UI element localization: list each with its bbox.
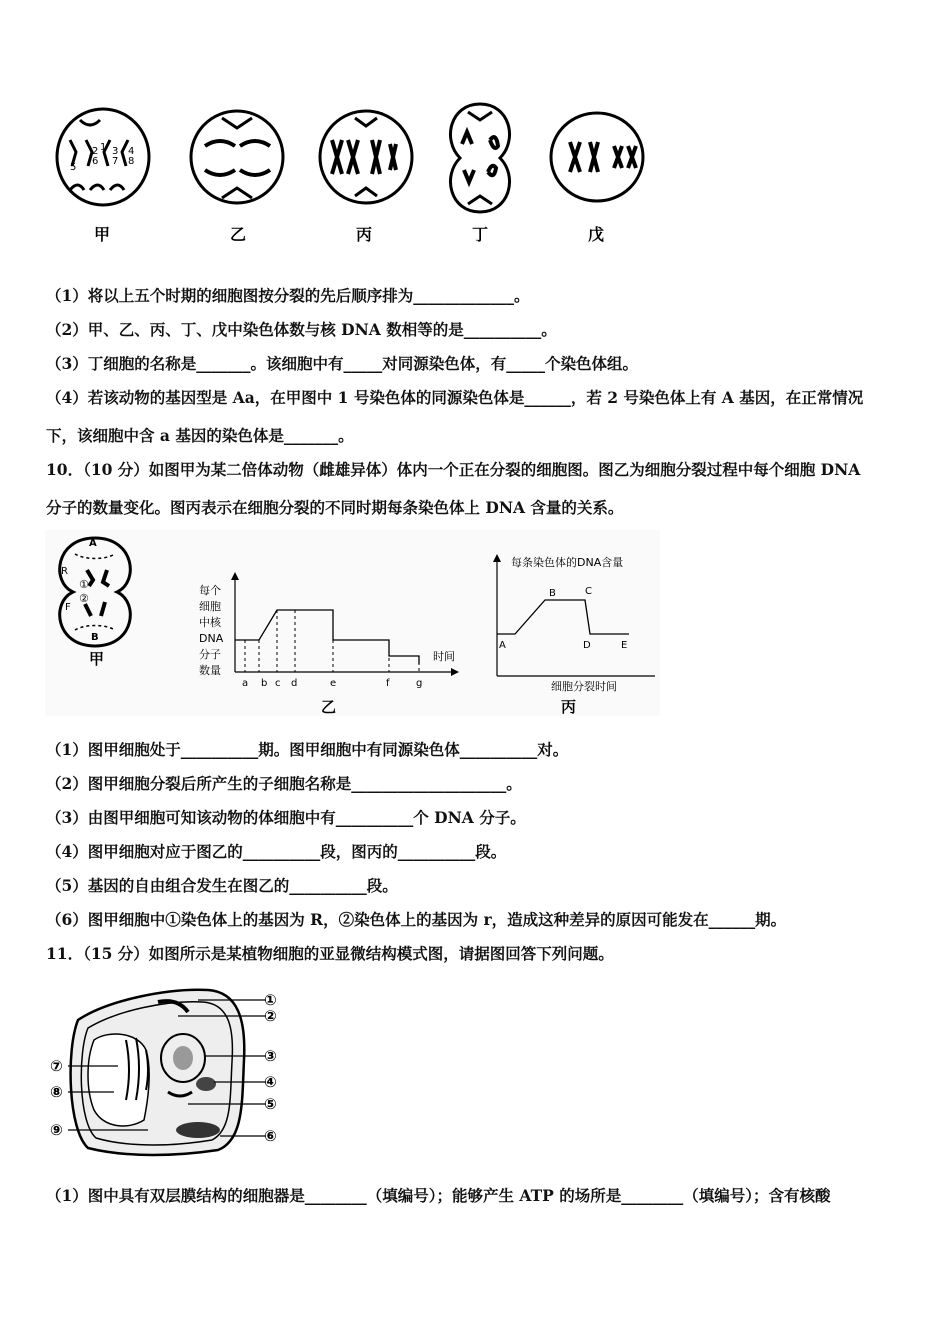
x-tick: a: [242, 678, 249, 689]
point-C: C: [585, 586, 592, 597]
y-axis-label: 数量: [199, 664, 221, 677]
label-1: ①: [264, 991, 277, 1009]
q10-figures: [45, 530, 660, 716]
cell-bing: [320, 111, 412, 203]
q10-stem-line2: 分子的数量变化。图丙表示在细胞分裂的不同时期每条染色体上 DNA 含量的关系。: [46, 498, 624, 517]
q10-sub4: （4）图甲细胞对应于图乙的__________段，图丙的__________段。: [46, 842, 507, 861]
x-axis-label: 细胞分裂时间: [551, 680, 617, 693]
label-R: R: [61, 566, 68, 577]
label-9: ⑨: [50, 1121, 63, 1139]
chromosome-number: 3: [112, 146, 119, 157]
q11-stem: 11．（15 分）如图所示是某植物细胞的亚显微结构模式图，请据图回答下列问题。: [46, 944, 614, 963]
q9-sub1: （1）将以上五个时期的细胞图按分裂的先后顺序排为_____________。: [46, 286, 530, 305]
y-axis-label: 每个: [199, 584, 221, 597]
label-3: ③: [264, 1047, 277, 1065]
label-B: B: [91, 632, 99, 643]
cell-division-drawing: [50, 100, 660, 250]
label-5: ⑤: [264, 1095, 277, 1113]
figure-jia-caption: 甲: [89, 650, 105, 668]
label-6: ⑥: [264, 1127, 277, 1145]
cell-ding: [450, 104, 509, 212]
y-axis-label: DNA: [199, 632, 224, 645]
cell-label-bing: 丙: [356, 225, 373, 244]
chromosome-number: 2: [92, 146, 99, 157]
chromosome-number: 5: [70, 162, 77, 173]
point-E: E: [621, 640, 628, 651]
cell-label-ding: 丁: [472, 225, 489, 244]
q11-sub1: （1）图中具有双层膜结构的细胞器是________（填编号）；能够产生 ATP 的场所是________（填编号）；含有核酸: [46, 1186, 831, 1205]
q10-figure-drawing: [45, 530, 660, 716]
q10-sub1: （1）图甲细胞处于__________期。图甲细胞中有同源染色体__________对。: [46, 740, 569, 759]
label-7: ⑦: [50, 1057, 63, 1075]
point-D: D: [583, 640, 591, 651]
point-A: A: [499, 640, 506, 651]
label-A: A: [89, 538, 97, 549]
y-axis-label: 每条染色体的DNA含量: [511, 556, 624, 569]
label-8: ⑧: [50, 1083, 63, 1101]
chromosome-number: 8: [128, 156, 135, 167]
y-axis-label: 中核: [199, 616, 221, 629]
plant-cell-figure: [48, 980, 288, 1158]
chromosome-number: 1: [100, 142, 107, 153]
label-2: ②: [79, 592, 89, 605]
q9-sub4-line2: 下，该细胞中含 a 基因的染色体是_______。: [46, 426, 354, 445]
chromosome-number: 4: [128, 146, 135, 157]
figure-jia-cell: [60, 538, 131, 668]
figure-bing-caption: 丙: [561, 698, 577, 716]
q10-stem-line1: 10．（10 分）如图甲为某二倍体动物（雌雄异体）体内一个正在分裂的细胞图。图乙为细胞分裂过程中每个细胞 DNA: [46, 460, 861, 479]
label-F: F: [65, 602, 71, 613]
cell-label-jia: 甲: [94, 225, 111, 244]
q9-sub3: （3）丁细胞的名称是_______。该细胞中有_____对同源染色体，有_____个染色体组。: [46, 354, 639, 373]
chromosome-number: 7: [112, 156, 119, 167]
q10-sub3: （3）由图甲细胞可知该动物的体细胞中有__________个 DNA 分子。: [46, 808, 526, 827]
q9-sub4-line1: （4）若该动物的基因型是 Aa，在甲图中 1 号染色体的同源染色体是______，若 2 号染色体上有 A 基因，在正常情况: [46, 388, 864, 407]
y-axis-label: 分子: [199, 648, 221, 661]
q10-sub5: （5）基因的自由组合发生在图乙的__________段。: [46, 876, 398, 895]
label-2: ②: [264, 1007, 277, 1025]
cell-division-figure: [50, 100, 660, 250]
figure-yi-caption: 乙: [321, 698, 337, 716]
cell-wu: [551, 113, 643, 201]
figure-yi-graph: [199, 572, 459, 716]
figure-bing-graph: [493, 554, 655, 716]
label-1: ①: [79, 578, 89, 591]
x-tick: f: [386, 678, 390, 689]
q10-sub6: （6）图甲细胞中①染色体上的基因为 R，②染色体上的基因为 r，造成这种差异的原因可能发在______期。: [46, 910, 787, 929]
cell-label-yi: 乙: [230, 225, 247, 244]
cell-label-wu: 戊: [588, 225, 605, 244]
point-B: B: [549, 588, 556, 599]
x-axis-label: 时间: [433, 650, 455, 663]
x-tick: b: [261, 678, 268, 689]
label-4: ④: [264, 1073, 277, 1091]
plant-cell-drawing: [48, 980, 288, 1158]
cell-yi: [191, 111, 283, 203]
q10-sub2: （2）图甲细胞分裂后所产生的子细胞名称是____________________。: [46, 774, 522, 793]
cell-jia: [57, 109, 149, 205]
y-axis-label: 细胞: [199, 600, 221, 613]
x-tick: g: [416, 678, 423, 689]
x-tick: e: [330, 678, 337, 689]
q9-sub2: （2）甲、乙、丙、丁、戊中染色体数与核 DNA 数相等的是__________。: [46, 320, 557, 339]
x-tick: c: [275, 678, 281, 689]
chromosome-number: 6: [92, 156, 99, 167]
x-tick: d: [291, 678, 298, 689]
